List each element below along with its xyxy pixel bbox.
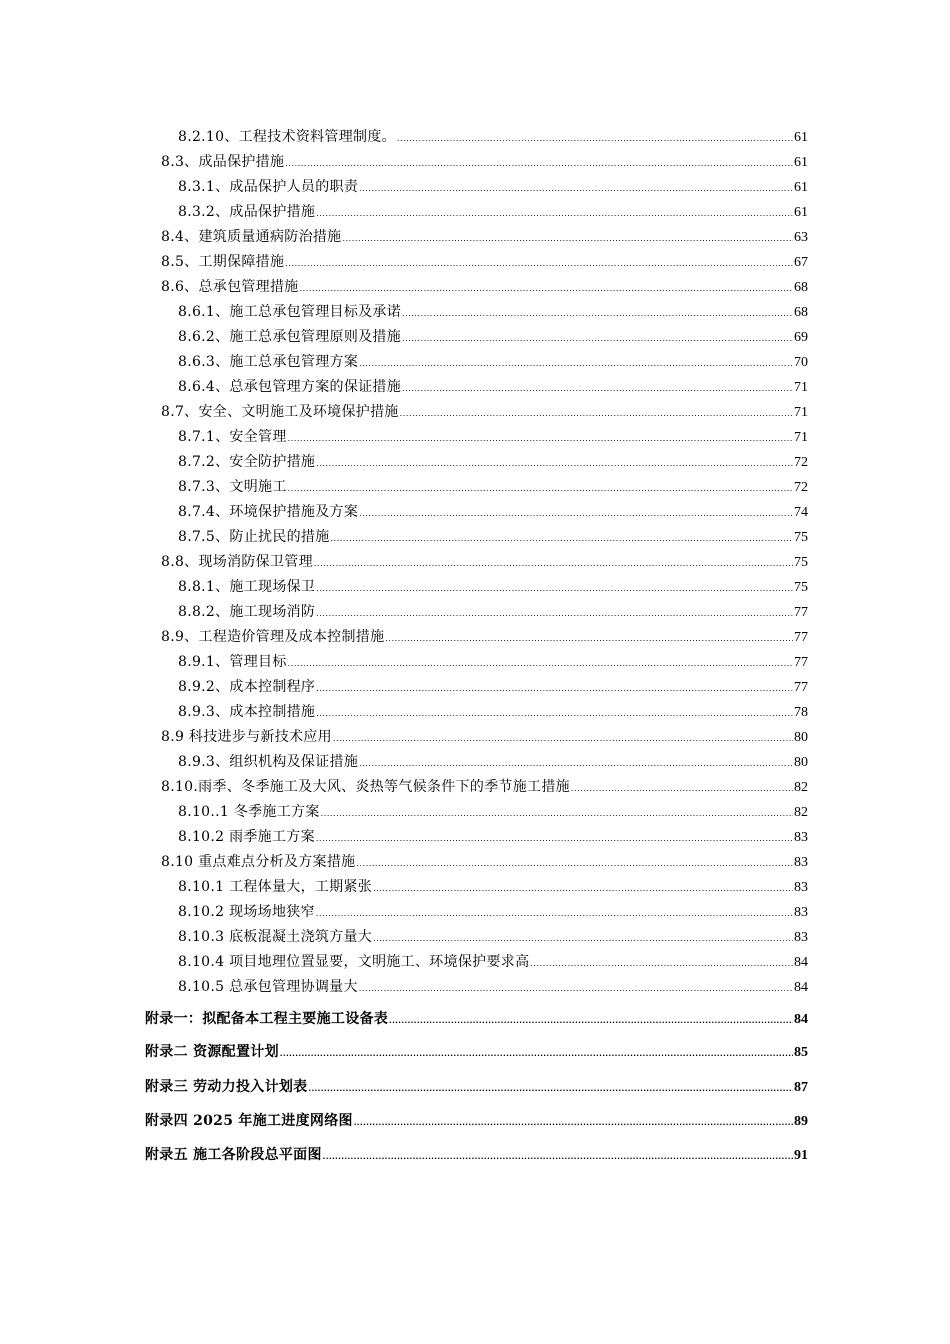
toc-entry-title: 8.7、安全、文明施工及环境保护措施 [161,404,399,420]
toc-entry-page: 69 [794,330,808,345]
toc-entry-page: 80 [794,730,808,745]
toc-entry-title: 8.8、现场消防保卫管理 [161,554,313,570]
toc-entry[interactable] [178,328,808,347]
toc-entry[interactable] [178,428,808,447]
toc-entry-page: 83 [794,830,808,845]
toc-entry-page: 91 [794,1148,808,1163]
toc-entry[interactable] [178,953,808,972]
toc-entry[interactable] [161,278,808,297]
toc-entry-page: 63 [794,230,808,245]
toc-leader-dots [308,1079,793,1097]
toc-entry[interactable] [178,878,808,897]
toc-appendix-entry[interactable] [145,1010,808,1029]
toc-entry[interactable] [178,978,808,997]
toc-leader-dots [400,404,793,422]
toc-entry-title: 8.10.1 工程体量大，工期紧张 [178,879,373,895]
toc-entry-title: 8.8.1、施工现场保卫 [178,579,316,595]
toc-entry-page: 61 [794,205,808,220]
toc-leader-dots [359,504,793,522]
toc-leader-dots [285,154,793,172]
toc-leader-dots [389,1011,793,1029]
toc-leader-dots [316,579,793,597]
toc-leader-dots [354,1113,793,1131]
toc-entry[interactable] [178,353,808,372]
toc-entry-page: 72 [794,455,808,470]
toc-entry-page: 84 [794,955,808,970]
toc-entry-title: 8.4、建筑质量通病防治措施 [161,229,342,245]
toc-leader-dots [316,704,793,722]
toc-leader-dots [402,329,793,347]
toc-entry-page: 61 [794,130,808,145]
toc-entry-title: 8.10.3 底板混凝土浇筑方量大 [178,929,373,945]
toc-entry-page: 83 [794,880,808,895]
toc-entry-title: 8.5、工期保障措施 [161,254,285,270]
toc-entry[interactable] [178,503,808,522]
toc-entry[interactable] [178,178,808,197]
toc-entry-title: 附录二 资源配置计划 [145,1044,279,1060]
toc-entry-page: 75 [794,555,808,570]
toc-leader-dots [321,804,793,822]
toc-entry-title: 8.9 科技进步与新技术应用 [161,729,332,745]
toc-entry-page: 70 [794,355,808,370]
toc-entry-page: 83 [794,855,808,870]
toc-entry-title: 8.10.雨季、冬季施工及大风、炎热等气候条件下的季节施工措施 [161,779,570,795]
toc-entry-page: 87 [794,1080,808,1095]
toc-leader-dots [359,179,793,197]
toc-entry-page: 77 [794,605,808,620]
toc-entry[interactable] [178,128,808,147]
toc-entry-title: 8.6.2、施工总承包管理原则及措施 [178,329,402,345]
toc-leader-dots [356,854,793,872]
toc-appendix-entry[interactable] [145,1043,808,1062]
toc-entry-page: 72 [794,480,808,495]
toc-entry-title: 8.7.2、安全防护措施 [178,454,316,470]
toc-entry-title: 8.10.4 项目地理位置显要，文明施工、环境保护要求高 [178,954,530,970]
toc-entry-page: 84 [794,980,808,995]
toc-entry-page: 67 [794,255,808,270]
toc-entry-title: 8.10.2 现场场地狭窄 [178,904,315,920]
toc-leader-dots [333,729,793,747]
toc-entry[interactable] [161,228,808,247]
toc-entry-title: 8.3.1、成品保护人员的职责 [178,179,359,195]
toc-leader-dots [280,1044,793,1062]
toc-entry-title: 8.9.1、管理目标 [178,654,287,670]
toc-entry[interactable] [178,703,808,722]
toc-leader-dots [359,354,793,372]
toc-entry[interactable] [161,553,808,572]
toc-entry-page: 85 [794,1045,808,1060]
toc-leader-dots [316,604,793,622]
toc-entry-page: 71 [794,405,808,420]
toc-leader-dots [288,654,793,672]
toc-entry[interactable] [178,528,808,547]
toc-entry[interactable] [178,828,808,847]
toc-entry[interactable] [178,453,808,472]
toc-entry-title: 8.10..1 冬季施工方案 [178,804,320,820]
toc-leader-dots [316,829,793,847]
toc-entry-page: 77 [794,655,808,670]
toc-entry-page: 80 [794,755,808,770]
toc-leader-dots [359,754,793,772]
toc-leader-dots [397,129,793,147]
toc-leader-dots [314,554,793,572]
toc-entry[interactable] [161,628,808,647]
toc-entry-page: 89 [794,1114,808,1129]
toc-entry[interactable] [178,303,808,322]
toc-entry[interactable] [178,478,808,497]
toc-leader-dots [571,779,793,797]
toc-entry[interactable] [178,678,808,697]
toc-entry-page: 71 [794,380,808,395]
toc-entry-title: 附录四 2025 年施工进度网络图 [145,1113,353,1129]
toc-entry-page: 75 [794,530,808,545]
toc-entry[interactable] [178,753,808,772]
toc-entry[interactable] [178,578,808,597]
toc-entry-title: 附录三 劳动力投入计划表 [145,1079,308,1095]
toc-entry-title: 8.7.3、文明施工 [178,479,287,495]
toc-entry-title: 8.7.1、安全管理 [178,429,287,445]
toc-leader-dots [331,529,793,547]
toc-leader-dots [402,379,793,397]
toc-entry-title: 8.9、工程造价管理及成本控制措施 [161,629,385,645]
toc-entry-title: 8.8.2、施工现场消防 [178,604,316,620]
toc-entry-page: 61 [794,155,808,170]
toc-leader-dots [373,879,793,897]
toc-entry-title: 8.9.3、组织机构及保证措施 [178,754,359,770]
toc-leader-dots [385,629,793,647]
toc-entry-page: 78 [794,705,808,720]
toc-entry-title: 8.9.3、成本控制措施 [178,704,316,720]
toc-entry[interactable] [161,153,808,172]
toc-leader-dots [530,954,793,972]
toc-leader-dots [316,454,793,472]
toc-leader-dots [300,279,793,297]
toc-entry-page: 68 [794,305,808,320]
toc-leader-dots [316,904,793,922]
toc-entry-page: 74 [794,505,808,520]
toc-entry[interactable] [161,778,808,797]
toc-entry-page: 84 [794,1012,808,1027]
toc-entry[interactable] [161,403,808,422]
toc-entry-title: 8.10.5 总承包管理协调量大 [178,979,358,995]
toc-entry[interactable] [161,728,808,747]
toc-entry-title: 8.6.4、总承包管理方案的保证措施 [178,379,402,395]
toc-entry[interactable] [178,203,808,222]
toc-entry-title: 8.7.5、防止扰民的措施 [178,529,330,545]
toc-entry[interactable] [178,378,808,397]
toc-entry-title: 附录一：拟配备本工程主要施工设备表 [145,1011,389,1027]
toc-leader-dots [323,1147,793,1165]
toc-leader-dots [285,254,793,272]
toc-leader-dots [342,229,793,247]
toc-appendix-entry[interactable] [145,1146,808,1165]
toc-entry-page: 77 [794,630,808,645]
toc-leader-dots [402,304,793,322]
toc-entry-title: 附录五 施工各阶段总平面图 [145,1147,322,1163]
toc-leader-dots [288,479,793,497]
toc-entry[interactable] [161,853,808,872]
toc-entry-title: 8.6、总承包管理措施 [161,279,299,295]
toc-entry-title: 8.2.10、工程技术资料管理制度。 [178,129,396,145]
toc-entry-title: 8.9.2、成本控制程序 [178,679,316,695]
toc-entry-page: 82 [794,780,808,795]
toc-appendix-entry[interactable] [145,1078,808,1097]
toc-entry-title: 8.6.1、施工总承包管理目标及承诺 [178,304,402,320]
toc-entry-page: 82 [794,805,808,820]
toc-leader-dots [316,679,793,697]
toc-entry-page: 61 [794,180,808,195]
toc-entry[interactable] [178,928,808,947]
toc-entry-page: 75 [794,580,808,595]
toc-entry[interactable] [161,253,808,272]
toc-entry[interactable] [178,603,808,622]
toc-entry-title: 8.10.2 雨季施工方案 [178,829,315,845]
toc-leader-dots [316,204,793,222]
toc-leader-dots [373,929,793,947]
toc-leader-dots [359,979,793,997]
toc-entry-title: 8.10 重点难点分析及方案措施 [161,854,356,870]
toc-entry-title: 8.3、成品保护措施 [161,154,285,170]
toc-entry[interactable] [178,903,808,922]
toc-entry-title: 8.3.2、成品保护措施 [178,204,316,220]
toc-entry[interactable] [178,653,808,672]
toc-leader-dots [288,429,793,447]
toc-entry-page: 83 [794,905,808,920]
toc-entry[interactable] [178,803,808,822]
toc-entry-title: 8.7.4、环境保护措施及方案 [178,504,359,520]
toc-entry-title: 8.6.3、施工总承包管理方案 [178,354,359,370]
toc-entry-page: 68 [794,280,808,295]
toc-entry-page: 71 [794,430,808,445]
toc-entry-page: 77 [794,680,808,695]
toc-entry-page: 83 [794,930,808,945]
toc-appendix-entry[interactable] [145,1112,808,1131]
